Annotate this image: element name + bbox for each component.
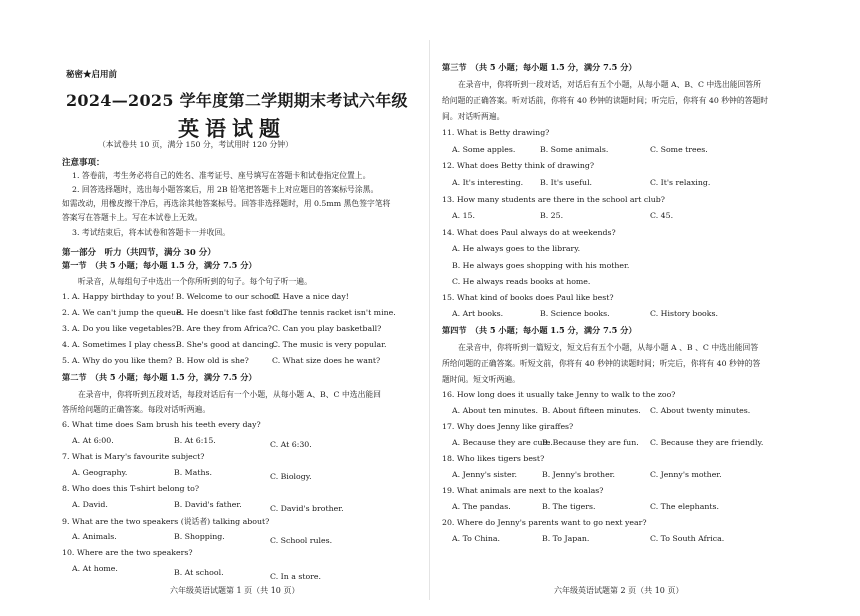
question-19: 19. What animals are next to the koalas? [442, 486, 604, 495]
note-line: 2. 回答选择题时，选出每小题答案后，用 2B 铅笔把答题卡上对应题目的答案标号涂黑。 [72, 185, 379, 194]
question-18: 18. Who likes tigers best? [442, 454, 545, 463]
section4-title: 第四节 （共 5 小题；每小题 1.5 分，满分 7.5 分） [442, 325, 637, 335]
option: C. Some trees. [650, 145, 708, 154]
option: B. Shopping. [174, 532, 225, 541]
option: A. He always goes to the library. [452, 244, 581, 253]
section3-instructions: 间。对话听两遍。 [442, 112, 505, 121]
question-13: 13. How many students are there in the school art club? [442, 195, 665, 204]
option: C. History books. [650, 309, 718, 318]
sec1-row: C. Have a nice day! [272, 292, 349, 301]
option: B. It's useful. [540, 178, 593, 187]
option: A. David. [72, 500, 108, 509]
sec1-row: 5. A. Why do you like them? [62, 356, 173, 365]
part1-title: 第一部分 听力（共四节，满分 30 分） [62, 248, 216, 258]
option: B. At school. [174, 568, 224, 577]
section1-instructions: 听录音，从每组句子中选出一个你所听到的句子。每个句子听一遍。 [78, 277, 312, 286]
option: A. 15. [452, 211, 475, 220]
option: B. About fifteen minutes. [542, 406, 641, 415]
option: B. The tigers. [542, 502, 596, 511]
option: B. David's father. [174, 500, 242, 509]
section2-title: 第二节 （共 5 小题；每小题 1.5 分，满分 7.5 分） [62, 372, 257, 382]
option: C. David's brother. [270, 504, 344, 513]
sec1-row: B. She's good at dancing. [176, 340, 277, 349]
option: B. 25. [540, 211, 564, 220]
option: A. The pandas. [452, 502, 511, 511]
page-footer: 六年级英语试题第 1 页（共 10 页） [170, 586, 300, 595]
question-8: 8. Who does this T-shirt belong to? [62, 484, 200, 493]
option: C. Jenny's mother. [650, 470, 722, 479]
subject-title: 英语试题 [178, 116, 286, 141]
sec1-row: 2. A. We can't jump the queue. [62, 308, 184, 317]
sec1-row: B. He doesn't like fast food. [176, 308, 286, 317]
note-line: 答案写在答题卡上。写在本试卷上无效。 [62, 213, 203, 222]
option: A. Some apples. [452, 145, 516, 154]
sec1-row: 4. A. Sometimes I play chess. [62, 340, 178, 349]
secret-label: 秘密★启用前 [66, 70, 118, 80]
option: A. Animals. [72, 532, 117, 541]
option: C. At 6:30. [270, 440, 312, 449]
sec1-row: B. Welcome to our school! [176, 292, 280, 301]
section4-instructions: 所给问题的正确答案。听短文前，你将有 40 秒钟的读题时间；听完后，你将有 40 秒钟的答 [442, 359, 761, 368]
option: C. Biology. [270, 472, 312, 481]
option: A. At home. [72, 564, 118, 573]
subtitle: （本试卷共 10 页，满分 150 分，考试用时 120 分钟） [98, 140, 293, 149]
sec1-row: 1. A. Happy birthday to you! [62, 292, 175, 301]
section3-title: 第三节 （共 5 小题；每小题 1.5 分，满分 7.5 分） [442, 62, 637, 72]
section2-instructions: 在录音中，你将听到五段对话，每段对话后有一个小题，从每小题 A、B、C 中选出能回 [78, 390, 381, 399]
sec1-row: C. The tennis racket isn't mine. [272, 308, 396, 317]
question-17: 17. Why does Jenny like giraffes? [442, 422, 574, 431]
option: A. Jenny's sister. [452, 470, 517, 479]
question-11: 11. What is Betty drawing? [442, 128, 550, 137]
section3-instructions: 给问题的正确答案。听对话前，你将有 40 秒钟的读题时间；听完后，你将有 40 秒钟的答题时 [442, 96, 769, 105]
sec1-row: B. How old is she? [176, 356, 249, 365]
option: C. School rules. [270, 536, 333, 545]
question-20: 20. Where do Jenny's parents want to go next year? [442, 518, 647, 527]
option: C. About twenty minutes. [650, 406, 751, 415]
question-16: 16. How long does it usually take Jenny to walk to the zoo? [442, 390, 676, 399]
page-footer: 六年级英语试题第 2 页（共 10 页） [554, 586, 684, 595]
section2-instructions: 答所给问题的正确答案。每段对话听两遍。 [62, 405, 211, 414]
sec1-row: C. Can you play basketball? [272, 324, 382, 333]
section1-title: 第一节 （共 5 小题；每小题 1.5 分，满分 7.5 分） [62, 260, 257, 270]
option: A. To China. [452, 534, 500, 543]
option: C. In a store. [270, 572, 321, 581]
option: B. Because they are fun. [542, 438, 639, 447]
exam-title: 2024—2025 学年度第二学期期末考试六年级 [66, 91, 408, 110]
option: B. He always goes shopping with his mother. [452, 261, 630, 270]
sec1-row: 3. A. Do you like vegetables? [62, 324, 177, 333]
question-14: 14. What does Paul always do at weekends? [442, 228, 616, 237]
option: B. Some animals. [540, 145, 609, 154]
section4-instructions: 题时间。短文听两遍。 [442, 375, 520, 384]
question-7: 7. What is Mary's favourite subject? [62, 452, 205, 461]
note-line: 如需改动，用橡皮擦干净后，再选涂其他答案标号。回答非选择题时，用 0.5mm 黑色签字笔将 [62, 199, 391, 208]
notes-heading: 注意事项： [62, 158, 105, 168]
option: C. It's relaxing. [650, 178, 711, 187]
note-line: 3. 考试结束后，将本试卷和答题卡一并收回。 [72, 228, 231, 237]
sec1-row: C. What size does he want? [272, 356, 381, 365]
option: A. At 6:00. [72, 436, 114, 445]
option: B. Maths. [174, 468, 212, 477]
option: C. The elephants. [650, 502, 719, 511]
question-12: 12. What does Betty think of drawing? [442, 161, 595, 170]
page-2 [430, 0, 860, 616]
question-10: 10. Where are the two speakers? [62, 548, 193, 557]
option: C. 45. [650, 211, 674, 220]
option: C. Because they are friendly. [650, 438, 764, 447]
sec1-row: C. The music is very popular. [272, 340, 387, 349]
question-9: 9. What are the two speakers (说话者) talking about? [62, 517, 270, 526]
section3-instructions: 在录音中，你将听到一段对话，对话后有五个小题，从每小题 A、B、C 中选出能回答所 [458, 80, 761, 89]
option: A. Because they are cute. [452, 438, 553, 447]
question-6: 6. What time does Sam brush his teeth every day? [62, 420, 261, 429]
sec1-row: B. Are they from Africa? [176, 324, 272, 333]
option: A. Geography. [72, 468, 128, 477]
option: C. To South Africa. [650, 534, 725, 543]
option: B. Jenny's brother. [542, 470, 616, 479]
note-line: 1. 答卷前，考生务必将自己的姓名、准考证号、座号填写在答题卡和试卷指定位置上。 [72, 171, 371, 180]
option: A. About ten minutes. [452, 406, 538, 415]
option: B. At 6:15. [174, 436, 216, 445]
question-15: 15. What kind of books does Paul like best? [442, 293, 614, 302]
option: B. To Japan. [542, 534, 590, 543]
option: A. Art books. [452, 309, 504, 318]
option: A. It's interesting. [452, 178, 524, 187]
section4-instructions: 在录音中，你将听到一篇短文，短文后有五个小题，从每小题 A 、B 、C 中选出能回答 [458, 343, 759, 352]
option: C. He always reads books at home. [452, 277, 591, 286]
option: B. Science books. [540, 309, 610, 318]
